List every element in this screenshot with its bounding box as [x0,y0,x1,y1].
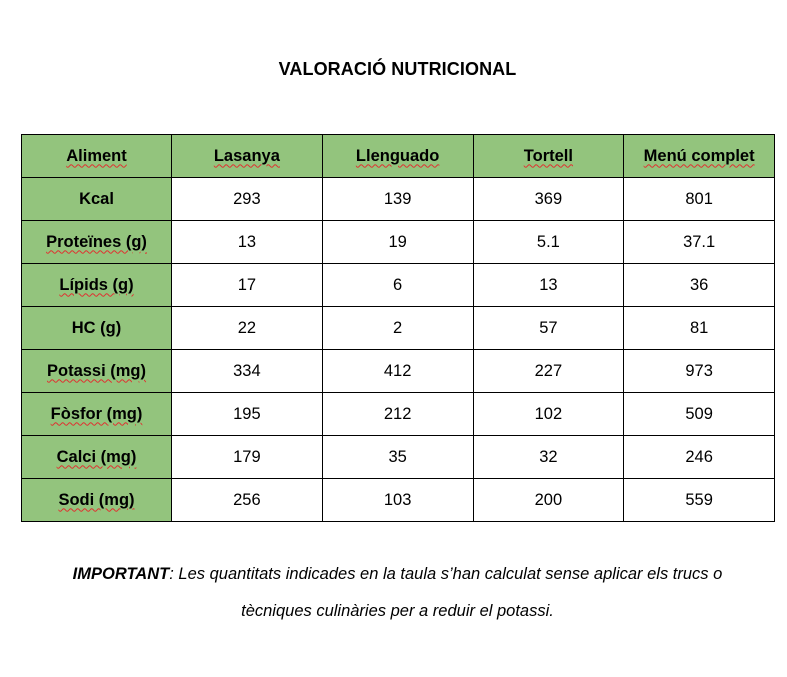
table-cell: 6 [322,264,473,307]
note-line-1: : Les quantitats indicades en la taula s’han calculat sense aplicar els trucs o [169,565,723,583]
table-cell: 36 [624,264,775,307]
table-cell: 801 [624,178,775,221]
table-cell: 293 [172,178,323,221]
table-cell: 139 [322,178,473,221]
header-llenguado: Llenguado [322,135,473,178]
table-row [22,264,775,307]
page-title: VALORACIÓ NUTRICIONAL [278,59,517,79]
table-cell: 5.1 [473,221,624,264]
table-cell: 559 [624,479,775,522]
table-cell: 412 [322,350,473,393]
header-menu-complet: Menú complet [624,135,775,178]
table-row [22,221,775,264]
row-label: Proteïnes (g) [22,221,172,264]
note-line-2: tècniques culinàries per a reduir el potassi. [241,602,554,620]
row-label: Kcal [22,178,172,221]
table-row [22,393,775,436]
header-lasanya: Lasanya [172,135,323,178]
table-row [22,178,775,221]
table-cell: 13 [172,221,323,264]
header-tortell: Tortell [473,135,624,178]
table-cell: 19 [322,221,473,264]
table-cell: 509 [624,393,775,436]
table-cell: 57 [473,307,624,350]
table-cell: 200 [473,479,624,522]
nutrition-table [21,134,775,522]
table-cell: 212 [322,393,473,436]
table-cell: 334 [172,350,323,393]
table-cell: 13 [473,264,624,307]
table-cell: 2 [322,307,473,350]
table-row [22,479,775,522]
table-cell: 103 [322,479,473,522]
table-cell: 32 [473,436,624,479]
row-label: Calci (mg) [22,436,172,479]
row-label: Lípids (g) [22,264,172,307]
important-note [20,556,775,630]
table-cell: 973 [624,350,775,393]
table-cell: 195 [172,393,323,436]
note-lead: IMPORTANT [72,565,170,583]
table-cell: 17 [172,264,323,307]
table-cell: 35 [322,436,473,479]
table-cell: 227 [473,350,624,393]
header-aliment: Aliment [22,135,172,178]
table-header-row [22,135,775,178]
table-row [22,350,775,393]
table-cell: 22 [172,307,323,350]
table-cell: 246 [624,436,775,479]
table-cell: 256 [172,479,323,522]
row-label: Fòsfor (mg) [22,393,172,436]
table-cell: 37.1 [624,221,775,264]
table-cell: 81 [624,307,775,350]
table-cell: 102 [473,393,624,436]
row-label: Potassi (mg) [22,350,172,393]
table-row [22,307,775,350]
row-label: HC (g) [22,307,172,350]
table-cell: 179 [172,436,323,479]
row-label: Sodi (mg) [22,479,172,522]
table-cell: 369 [473,178,624,221]
table-row [22,436,775,479]
